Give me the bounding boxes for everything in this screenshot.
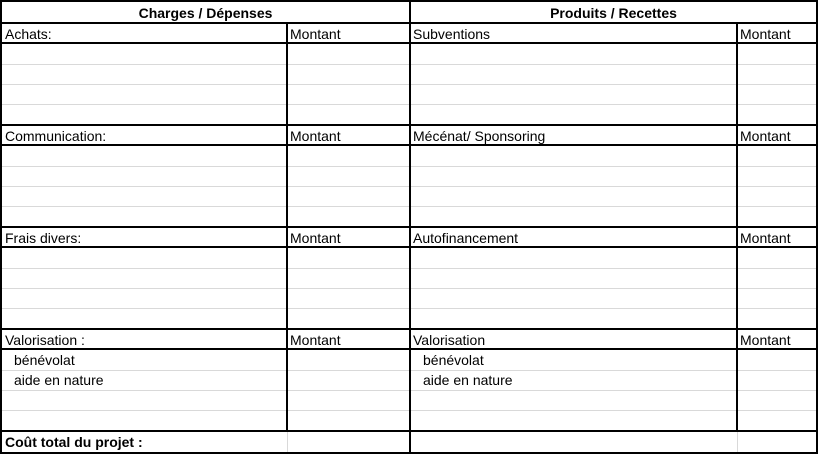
produits-amount-label: Montant <box>740 26 791 42</box>
produits-section-label: Autofinancement <box>413 230 519 246</box>
border <box>736 22 738 432</box>
charges-valorisation-item: aide en nature <box>14 372 104 388</box>
produits-section-label: Subventions <box>413 26 491 42</box>
charges-amount-label: Montant <box>290 128 341 144</box>
charges-section-label: Frais divers: <box>5 230 82 246</box>
charges-valorisation-item: bénévolat <box>14 352 75 368</box>
gridline <box>737 432 738 452</box>
border <box>286 22 288 432</box>
produits-amount-label: Montant <box>740 128 791 144</box>
produits-valorisation-item: bénévolat <box>423 352 484 368</box>
charges-header: Charges / Dépenses <box>138 5 273 21</box>
produits-valorisation-item: aide en nature <box>423 372 513 388</box>
gridline <box>287 432 288 452</box>
produits-amount-label: Montant <box>740 230 791 246</box>
produits-amount-label: Montant <box>740 332 791 348</box>
total-label: Coût total du projet : <box>5 434 143 450</box>
charges-amount-label: Montant <box>290 332 341 348</box>
charges-amount-label: Montant <box>290 230 341 246</box>
produits-section-label: Valorisation <box>413 332 486 348</box>
produits-header: Produits / Recettes <box>550 5 677 21</box>
produits-section-label: Mécénat/ Sponsoring <box>413 128 546 144</box>
charges-section-label: Achats: <box>5 26 52 42</box>
charges-amount-label: Montant <box>290 26 341 42</box>
charges-section-label: Communication: <box>5 128 107 144</box>
charges-section-label: Valorisation : <box>5 332 85 348</box>
